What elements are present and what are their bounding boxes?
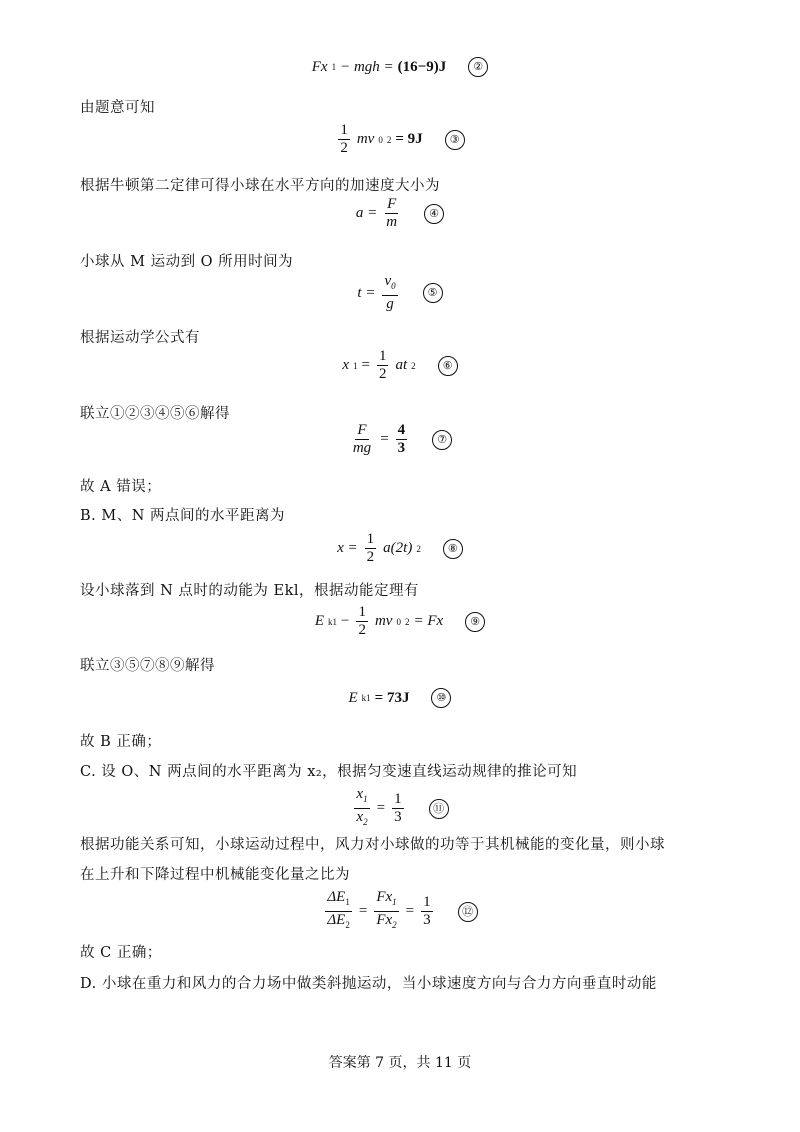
eq9-rest: mv: [374, 613, 393, 629]
eq4-tag: ④: [424, 204, 444, 224]
eq7-num: F: [357, 422, 367, 438]
eq11-fraction-1: [354, 786, 369, 831]
eq6-rhs: at: [395, 357, 408, 373]
equation-3: [0, 122, 800, 157]
eq11-numsub: 1: [363, 794, 368, 804]
eq7-eq: =: [380, 431, 389, 447]
eq12-fraction-2: [374, 889, 398, 934]
eq8-tag: ⑧: [443, 539, 463, 559]
eq3-sup: 2: [386, 134, 392, 145]
eq12-num: ΔE: [327, 889, 346, 905]
equation-4: [0, 196, 800, 231]
eq3-fraction: [338, 122, 350, 157]
text-line: 小球从 M 运动到 O 所用时间为: [80, 254, 294, 270]
eq6-lhs: x: [342, 357, 350, 373]
equation-12: [0, 889, 800, 934]
eq4-den: m: [386, 214, 398, 230]
eq12-den2: Fx: [376, 912, 393, 928]
eq3-num: 1: [340, 122, 348, 138]
text-line: 故 C 正确；: [80, 945, 162, 961]
eq12-eq2: =: [405, 903, 415, 919]
eq10-sub: k1: [361, 693, 371, 703]
eq3-sub: 0: [378, 134, 383, 145]
text-line: 根据运动学公式有: [80, 330, 200, 346]
text-line: 在上升和下降过程中机械能变化量之比为: [80, 867, 350, 883]
eq10-tag: ⑩: [431, 688, 451, 708]
eq5-num: v: [384, 273, 392, 289]
eq6-tag: ⑥: [438, 356, 458, 376]
eq12-num3: 1: [423, 894, 431, 910]
eq2-rhs: (16−9)J: [397, 58, 447, 75]
eq11-tag: ⑪: [429, 799, 449, 819]
equation-10: [0, 688, 800, 708]
eq7-fraction-2: [396, 422, 408, 457]
eq7-num2: 4: [397, 422, 406, 438]
eq11-den: x: [356, 809, 364, 825]
eq12-eq1: =: [358, 903, 368, 919]
eq12-den3: 3: [423, 912, 431, 928]
eq10-lhs: E: [348, 689, 358, 706]
eq8-rhs: a(2t): [383, 540, 413, 556]
eq10-rhs: = 73J: [374, 689, 410, 706]
eq11-num2: 1: [394, 791, 402, 807]
equation-8: [0, 531, 800, 566]
eq7-den2: 3: [397, 440, 406, 456]
eq9-num: 1: [358, 604, 366, 620]
eq5-fraction: [382, 273, 397, 313]
eq6-sup: 2: [411, 360, 416, 371]
eq4-lhs: a =: [355, 205, 378, 221]
text-line: 由题意可知: [80, 100, 155, 116]
eq12-densub: 2: [345, 920, 350, 930]
eq8-sup: 2: [416, 543, 421, 554]
eq2-lhs: Fx: [311, 58, 328, 75]
eq5-tag: ⑤: [423, 283, 443, 303]
eq4-num: F: [387, 196, 397, 212]
eq3-tag: ③: [445, 130, 465, 150]
equation-11: [0, 786, 800, 831]
eq7-fraction-1: [351, 422, 373, 457]
eq7-tag: ⑦: [432, 430, 452, 450]
eq11-densub: 2: [363, 817, 368, 827]
eq6-sub: 1: [353, 360, 358, 371]
eq5-numsub: 0: [391, 281, 396, 291]
equation-5: [0, 273, 800, 313]
eq12-tag: ⑫: [458, 902, 478, 922]
eq12-den: ΔE: [327, 912, 346, 928]
eq3-rest: mv: [356, 131, 375, 147]
eq3-den: 2: [340, 140, 348, 156]
eq6-eq: =: [361, 357, 370, 373]
text-line: C. 设 O、N 两点间的水平距离为 x₂，根据匀变速直线运动规律的推论可知: [80, 764, 578, 780]
eq12-fraction-1: [325, 889, 351, 934]
eq9-sub: k1: [328, 616, 337, 627]
eq6-fraction: [377, 348, 389, 383]
eq5-den: g: [386, 296, 394, 312]
eq9-fraction: [356, 604, 368, 639]
eq12-fraction-3: [421, 894, 433, 929]
text-line: 故 A 错误；: [80, 479, 162, 495]
text-line: 联立①②③④⑤⑥解得: [80, 406, 230, 422]
equation-6: [0, 348, 800, 383]
text-line: D. 小球在重力和风力的合力场中做类斜抛运动，当小球速度方向与合力方向垂直时动能: [80, 976, 657, 992]
page-footer: 答案第 7 页，共 11 页: [328, 1055, 472, 1071]
equation-9: [0, 604, 800, 639]
text-line: 根据牛顿第二定律可得小球在水平方向的加速度大小为: [80, 178, 440, 194]
equation-2: [0, 57, 800, 77]
eq2-tag: ②: [468, 57, 488, 77]
eq12-num2: Fx: [376, 889, 393, 905]
eq11-fraction-2: [392, 791, 404, 826]
eq11-eq: =: [376, 800, 386, 816]
eq12-den2sub: 2: [392, 920, 397, 930]
text-line: 设小球落到 N 点时的动能为 Ekl，根据动能定理有: [80, 583, 420, 599]
eq11-num: x: [356, 786, 364, 802]
equation-7: [0, 422, 800, 457]
eq2-sub: 1: [331, 62, 337, 72]
text-line: B. M、N 两点间的水平距离为: [80, 508, 286, 524]
eq6-num: 1: [378, 348, 387, 364]
eq9-rhs: = Fx: [413, 613, 444, 629]
eq9-sup: 2: [404, 616, 410, 627]
text-line: 联立③⑤⑦⑧⑨解得: [80, 658, 215, 674]
eq8-lhs: x =: [337, 540, 358, 556]
eq9-sub2: 0: [396, 616, 401, 627]
eq12-num2sub: 1: [392, 897, 397, 907]
eq7-den: mg: [352, 440, 372, 456]
eq4-fraction: [384, 196, 399, 231]
eq2-mid: − mgh =: [340, 58, 394, 75]
eq6-den: 2: [378, 366, 387, 382]
eq11-den2: 3: [394, 809, 402, 825]
eq3-rhs: = 9J: [395, 131, 423, 147]
eq5-lhs: t =: [357, 284, 376, 301]
text-line: 故 B 正确；: [80, 734, 162, 750]
text-line: 根据功能关系可知，小球运动过程中，风力对小球做的功等于其机械能的变化量，则小球: [80, 837, 665, 853]
eq9-lhs: E: [314, 613, 324, 629]
eq12-numsub: 1: [345, 897, 350, 907]
eq9-tag: ⑨: [465, 612, 485, 632]
eq8-fraction: [365, 531, 377, 566]
eq8-num: 1: [366, 531, 375, 547]
eq9-mid: −: [341, 613, 350, 629]
eq9-den: 2: [358, 622, 366, 638]
eq8-den: 2: [366, 549, 375, 565]
